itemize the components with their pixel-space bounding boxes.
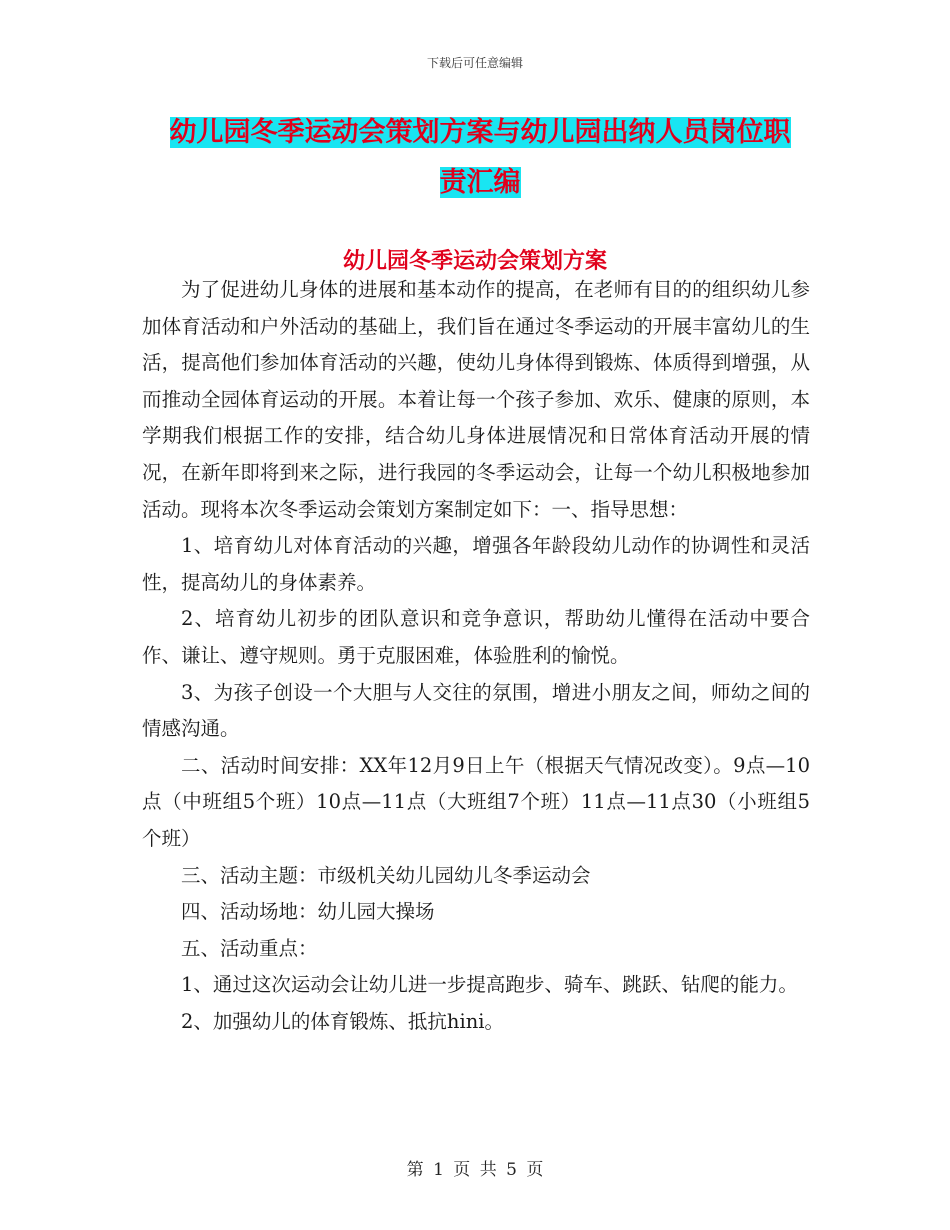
paragraph: 三、活动主题：市级机关幼儿园幼儿冬季运动会 xyxy=(181,863,591,887)
paragraph: 为了促进幼儿身体的进展和基本动作的提高，在老师有目的的组织幼儿参加体育活动和户外活动的基础上，我们旨在通过冬季运动的开展丰富幼儿的生活，提高他们参加体育活动的兴趣，使幼儿身体得到锻炼、体质得到增强，从而推动全园体育运动的开展。本着让每一个孩子参加、欢乐、健康的原则，本学期我们根据工作的安排，结合幼儿身体进展情况和日常体育活动开展的情况，在新年即将到来之际，进行我园的冬季运动会，让每一个幼儿积极地参加活动。现将本次冬季运动会策划方案制定如下：一、指导思想： xyxy=(142,278,810,521)
paragraph: 1、通过这次运动会让幼儿进一步提高跑步、骑车、跳跃、钻爬的能力。 xyxy=(181,973,798,997)
header-note: 下载后可任意编辑 xyxy=(426,56,523,70)
document-title xyxy=(140,108,820,208)
paragraph: 五、活动重点： xyxy=(181,936,318,960)
paragraph: 3、为孩子创设一个大胆与人交往的氛围，增进小朋友之间，师幼之间的情感沟通。 xyxy=(142,680,810,741)
paragraph: 1、培育幼儿对体育活动的兴趣，增强各年龄段幼儿动作的协调性和灵活性，提高幼儿的身体素养。 xyxy=(142,534,810,594)
paragraph: 2、加强幼儿的体育锻炼、抵抗hini。 xyxy=(181,1009,504,1033)
paragraph: 二、活动时间安排：XX年12月9日上午（根据天气情况改变）。9点—10点（中班组5个班）10点—11点（大班组7个班）11点—11点30（小班组5个班） xyxy=(142,753,810,850)
document-title-line-2: 责汇编 xyxy=(439,167,521,198)
page-footer: 第 1 页 共 5 页 xyxy=(406,1160,544,1180)
paragraph: 2、培育幼儿初步的团队意识和竞争意识，帮助幼儿懂得在活动中要合作、谦让、遵守规则。勇于克服困难，体验胜利的愉悦。 xyxy=(142,607,810,667)
paragraph: 四、活动场地：幼儿园大操场 xyxy=(181,900,435,924)
document-title-line-1: 幼儿园冬季运动会策划方案与幼儿园出纳人员岗位职 xyxy=(169,117,791,148)
document-body xyxy=(142,272,810,1040)
section-title: 幼儿园冬季运动会策划方案 xyxy=(342,248,607,274)
